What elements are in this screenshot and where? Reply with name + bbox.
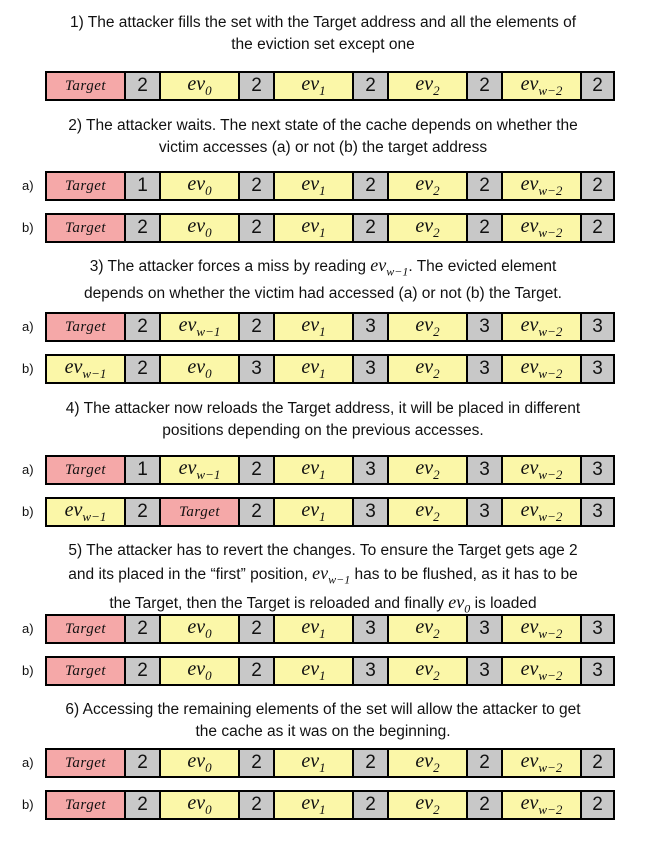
eviction-element-cell xyxy=(503,314,582,340)
row-label-b: b) xyxy=(22,504,34,519)
eviction-element-cell xyxy=(503,792,582,818)
age-cell: 3 xyxy=(582,658,613,684)
step-1-line-2: the eviction set except one xyxy=(231,36,415,53)
eviction-element-label: $ev_0$ xyxy=(187,73,212,98)
ev-w-minus-1-symbol: $ev_{w-1}$ xyxy=(312,563,351,587)
eviction-element-label: $ev_1$ xyxy=(301,616,326,641)
cache-set-step4-a xyxy=(45,455,615,485)
eviction-element-label: $ev_1$ xyxy=(301,499,326,524)
step-2-line-2: victim accesses (a) or not (b) the target address xyxy=(158,139,488,156)
step-6-line-1: 6) Accessing the remaining elements of the set will allow the attacker to get xyxy=(65,701,581,718)
age-cell: 2 xyxy=(126,73,161,99)
target-label: Target xyxy=(64,754,107,771)
eviction-element-cell xyxy=(389,499,468,525)
eviction-element-cell xyxy=(389,173,468,199)
eviction-element-label: $ev_1$ xyxy=(301,792,326,817)
eviction-element-label: $ev_{w-2}$ xyxy=(520,457,563,482)
eviction-element-cell xyxy=(389,457,468,483)
cache-set-step2-b xyxy=(45,213,615,243)
target-label: Target xyxy=(64,461,107,478)
cache-set-step4-b xyxy=(45,497,615,527)
eviction-element-cell xyxy=(47,499,126,525)
eviction-element-cell xyxy=(389,215,468,241)
age-cell: 2 xyxy=(582,173,613,199)
eviction-element-cell xyxy=(161,658,240,684)
age-cell: 3 xyxy=(468,314,503,340)
row-label-b: b) xyxy=(22,797,34,812)
target-cell xyxy=(47,792,126,818)
eviction-element-label: $ev_{w-2}$ xyxy=(520,173,563,198)
eviction-element-cell xyxy=(389,792,468,818)
eviction-element-label: $ev_{w-2}$ xyxy=(520,499,563,524)
step-5-caption xyxy=(0,540,646,619)
age-cell: 2 xyxy=(126,658,161,684)
step-5-line-3: the Target, then the Target is reloaded and finally $ev_0$ is loaded xyxy=(109,591,537,616)
age-cell: 2 xyxy=(354,750,389,776)
eviction-element-label: $ev_{w-2}$ xyxy=(520,356,563,381)
age-cell: 2 xyxy=(240,616,275,642)
target-label: Target xyxy=(64,219,107,236)
age-cell: 2 xyxy=(354,215,389,241)
target-cell xyxy=(47,215,126,241)
step-5-line-2: and its placed in the “first” position, $ev_{w-1}$ has to be flushed, as it has to be xyxy=(68,563,578,587)
eviction-element-label: $ev_1$ xyxy=(301,457,326,482)
target-cell xyxy=(47,314,126,340)
eviction-element-label: $ev_1$ xyxy=(301,750,326,775)
eviction-element-cell xyxy=(161,173,240,199)
eviction-element-label: $ev_1$ xyxy=(301,356,326,381)
age-cell: 2 xyxy=(126,215,161,241)
eviction-element-cell xyxy=(161,457,240,483)
age-cell: 3 xyxy=(354,658,389,684)
age-cell: 2 xyxy=(468,73,503,99)
cache-set-step3-b xyxy=(45,354,615,384)
target-label: Target xyxy=(64,177,107,194)
eviction-element-label: $ev_2$ xyxy=(415,750,440,775)
row-label-b: b) xyxy=(22,663,34,678)
age-cell: 1 xyxy=(126,173,161,199)
eviction-element-label: $ev_{w-2}$ xyxy=(520,658,563,683)
eviction-element-label: $ev_0$ xyxy=(187,173,212,198)
age-cell: 3 xyxy=(582,457,613,483)
eviction-element-label: $ev_2$ xyxy=(415,173,440,198)
age-cell: 3 xyxy=(468,356,503,382)
age-cell: 3 xyxy=(468,616,503,642)
age-cell: 3 xyxy=(240,356,275,382)
eviction-element-cell xyxy=(275,792,354,818)
age-cell: 2 xyxy=(468,750,503,776)
eviction-element-label: $ev_2$ xyxy=(415,499,440,524)
eviction-element-cell xyxy=(389,616,468,642)
eviction-element-label: $ev_2$ xyxy=(415,314,440,339)
age-cell: 2 xyxy=(240,215,275,241)
target-cell xyxy=(47,750,126,776)
age-cell: 3 xyxy=(354,314,389,340)
row-label-a: a) xyxy=(22,462,34,477)
eviction-element-label: $ev_1$ xyxy=(301,314,326,339)
step-5-line-1: 5) The attacker has to revert the changes. To ensure the Target gets age 2 xyxy=(68,542,578,559)
age-cell: 3 xyxy=(582,616,613,642)
eviction-element-label: $ev_2$ xyxy=(415,73,440,98)
eviction-element-label: $ev_{w-2}$ xyxy=(520,616,563,641)
age-cell: 2 xyxy=(126,314,161,340)
eviction-element-label: $ev_1$ xyxy=(301,215,326,240)
age-cell: 2 xyxy=(240,73,275,99)
eviction-element-label: $ev_2$ xyxy=(415,616,440,641)
eviction-element-cell xyxy=(275,499,354,525)
eviction-element-cell xyxy=(161,314,240,340)
step-2-line-1: 2) The attacker waits. The next state of the cache depends on whether the xyxy=(68,117,578,134)
age-cell: 2 xyxy=(582,792,613,818)
eviction-element-label: $ev_{w-2}$ xyxy=(520,792,563,817)
age-cell: 2 xyxy=(240,314,275,340)
eviction-element-cell xyxy=(275,750,354,776)
eviction-element-cell xyxy=(275,658,354,684)
age-cell: 2 xyxy=(240,750,275,776)
row-label-a: a) xyxy=(22,755,34,770)
eviction-element-cell xyxy=(503,73,582,99)
eviction-element-label: $ev_{w-2}$ xyxy=(520,750,563,775)
ev-w-minus-1-symbol: $ev_{w-1}$ xyxy=(370,255,409,279)
cache-set-step5-a xyxy=(45,614,615,644)
cache-set-step6-b xyxy=(45,790,615,820)
step-1-caption xyxy=(0,12,646,56)
ev-0-symbol: $ev_0$ xyxy=(448,591,471,616)
step-3-caption xyxy=(0,254,646,305)
cache-set-step2-a xyxy=(45,171,615,201)
eviction-element-cell xyxy=(503,215,582,241)
eviction-element-label: $ev_{w-2}$ xyxy=(520,215,563,240)
target-cell xyxy=(47,73,126,99)
eviction-element-label: $ev_2$ xyxy=(415,356,440,381)
age-cell: 1 xyxy=(126,457,161,483)
row-label-a: a) xyxy=(22,621,34,636)
target-label: Target xyxy=(64,796,107,813)
eviction-element-label: $ev_2$ xyxy=(415,215,440,240)
age-cell: 3 xyxy=(582,499,613,525)
eviction-element-cell xyxy=(389,73,468,99)
row-label-a: a) xyxy=(22,178,34,193)
eviction-element-cell xyxy=(389,750,468,776)
eviction-element-cell xyxy=(275,173,354,199)
age-cell: 2 xyxy=(126,616,161,642)
age-cell: 3 xyxy=(354,499,389,525)
eviction-element-label: $ev_0$ xyxy=(187,356,212,381)
row-label-b: b) xyxy=(22,361,34,376)
target-cell xyxy=(161,499,240,525)
age-cell: 2 xyxy=(582,73,613,99)
cache-set-step5-b xyxy=(45,656,615,686)
eviction-element-label: $ev_{w-2}$ xyxy=(520,314,563,339)
eviction-element-label: $ev_{w-1}$ xyxy=(64,499,107,524)
target-label: Target xyxy=(64,77,107,94)
eviction-element-label: $ev_2$ xyxy=(415,457,440,482)
eviction-element-cell xyxy=(161,215,240,241)
age-cell: 2 xyxy=(468,173,503,199)
eviction-element-cell xyxy=(503,173,582,199)
cache-set-step6-a xyxy=(45,748,615,778)
cache-set-step3-a xyxy=(45,312,615,342)
eviction-element-cell xyxy=(503,750,582,776)
age-cell: 2 xyxy=(240,457,275,483)
step-4-caption xyxy=(0,398,646,442)
target-cell xyxy=(47,173,126,199)
eviction-element-cell xyxy=(161,356,240,382)
eviction-element-cell xyxy=(503,616,582,642)
eviction-element-label: $ev_1$ xyxy=(301,173,326,198)
target-label: Target xyxy=(64,620,107,637)
eviction-element-cell xyxy=(47,356,126,382)
eviction-element-label: $ev_0$ xyxy=(187,658,212,683)
target-label: Target xyxy=(64,662,107,679)
eviction-element-cell xyxy=(389,314,468,340)
eviction-element-cell xyxy=(161,792,240,818)
target-label: Target xyxy=(64,318,107,335)
step-6-line-2: the cache as it was on the beginning. xyxy=(195,723,451,740)
step-2-caption xyxy=(0,115,646,159)
age-cell: 2 xyxy=(582,750,613,776)
age-cell: 2 xyxy=(354,173,389,199)
age-cell: 3 xyxy=(354,457,389,483)
age-cell: 3 xyxy=(354,356,389,382)
row-label-b: b) xyxy=(22,220,34,235)
target-cell xyxy=(47,658,126,684)
eviction-element-label: $ev_0$ xyxy=(187,750,212,775)
age-cell: 2 xyxy=(354,73,389,99)
eviction-element-label: $ev_2$ xyxy=(415,658,440,683)
eviction-element-label: $ev_{w-1}$ xyxy=(178,457,221,482)
step-6-caption xyxy=(0,699,646,743)
age-cell: 2 xyxy=(240,499,275,525)
age-cell: 3 xyxy=(582,314,613,340)
target-label: Target xyxy=(178,503,221,520)
target-cell xyxy=(47,457,126,483)
step-4-line-1: 4) The attacker now reloads the Target address, it will be placed in different xyxy=(65,400,581,417)
eviction-element-cell xyxy=(275,314,354,340)
age-cell: 2 xyxy=(240,173,275,199)
age-cell: 2 xyxy=(468,215,503,241)
age-cell: 2 xyxy=(468,792,503,818)
eviction-element-label: $ev_2$ xyxy=(415,792,440,817)
age-cell: 2 xyxy=(240,792,275,818)
eviction-element-label: $ev_1$ xyxy=(301,73,326,98)
eviction-element-label: $ev_{w-1}$ xyxy=(64,356,107,381)
eviction-element-label: $ev_1$ xyxy=(301,658,326,683)
eviction-element-cell xyxy=(161,750,240,776)
eviction-element-label: $ev_0$ xyxy=(187,215,212,240)
target-cell xyxy=(47,616,126,642)
step-1-line-1: 1) The attacker fills the set with the Target address and all the elements of xyxy=(69,14,577,31)
age-cell: 3 xyxy=(354,616,389,642)
age-cell: 2 xyxy=(126,750,161,776)
eviction-element-cell xyxy=(503,457,582,483)
age-cell: 2 xyxy=(126,499,161,525)
age-cell: 3 xyxy=(468,658,503,684)
eviction-element-label: $ev_{w-1}$ xyxy=(178,314,221,339)
eviction-element-cell xyxy=(503,356,582,382)
eviction-element-label: $ev_{w-2}$ xyxy=(520,73,563,98)
eviction-element-label: $ev_0$ xyxy=(187,616,212,641)
eviction-element-cell xyxy=(275,616,354,642)
eviction-element-cell xyxy=(275,215,354,241)
eviction-element-cell xyxy=(161,616,240,642)
eviction-element-cell xyxy=(389,658,468,684)
eviction-element-cell xyxy=(503,499,582,525)
age-cell: 2 xyxy=(354,792,389,818)
eviction-element-cell xyxy=(275,73,354,99)
eviction-element-cell xyxy=(161,73,240,99)
age-cell: 2 xyxy=(240,658,275,684)
age-cell: 3 xyxy=(468,499,503,525)
eviction-element-cell xyxy=(275,457,354,483)
eviction-element-label: $ev_0$ xyxy=(187,792,212,817)
eviction-element-cell xyxy=(275,356,354,382)
eviction-element-cell xyxy=(503,658,582,684)
age-cell: 2 xyxy=(126,792,161,818)
cache-set-step1 xyxy=(45,71,615,101)
eviction-element-cell xyxy=(389,356,468,382)
step-3-line-1: 3) The attacker forces a miss by reading $ev_{w-1}$. The evicted element xyxy=(89,255,557,279)
age-cell: 2 xyxy=(582,215,613,241)
age-cell: 3 xyxy=(468,457,503,483)
row-label-a: a) xyxy=(22,319,34,334)
step-3-line-2: depends on whether the victim had accessed (a) or not (b) the Target. xyxy=(84,284,562,302)
age-cell: 2 xyxy=(126,356,161,382)
step-4-line-2: positions depending on the previous accesses. xyxy=(162,422,484,439)
age-cell: 3 xyxy=(582,356,613,382)
